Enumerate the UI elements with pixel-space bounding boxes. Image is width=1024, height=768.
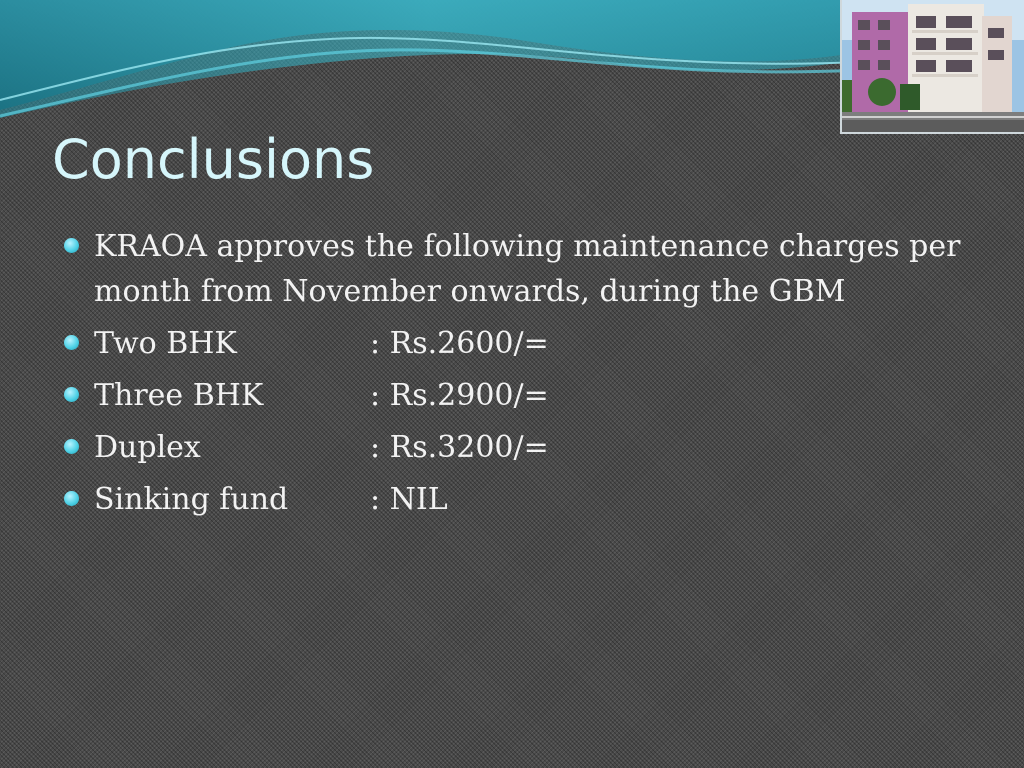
charge-value: : NIL bbox=[370, 482, 448, 517]
bullet-dot-icon bbox=[64, 387, 79, 402]
bullet-item-intro bbox=[64, 224, 964, 314]
bullet-item-duplex bbox=[64, 425, 964, 470]
bullet-dot-icon bbox=[64, 439, 79, 454]
charge-value: : Rs.2900/= bbox=[370, 378, 549, 413]
charge-value: : Rs.3200/= bbox=[370, 430, 549, 465]
bullet-dot-icon bbox=[64, 491, 79, 506]
bullet-item-three-bhk bbox=[64, 373, 964, 418]
intro-text: KRAOA approves the following maintenance charges per month from November onwards, during the GBM bbox=[94, 229, 961, 309]
charge-label: Duplex bbox=[94, 430, 201, 465]
header-wave-graphic bbox=[0, 0, 860, 140]
slide-title: Conclusions bbox=[52, 128, 375, 191]
bullet-item-sinking-fund bbox=[64, 477, 964, 522]
bullet-dot-icon bbox=[64, 238, 79, 253]
bullet-dot-icon bbox=[64, 335, 79, 350]
bullet-item-two-bhk bbox=[64, 321, 964, 366]
charge-label: Two BHK bbox=[94, 326, 237, 361]
charge-value: : Rs.2600/= bbox=[370, 326, 549, 361]
charge-label: Sinking fund bbox=[94, 482, 289, 517]
bullet-list bbox=[64, 224, 964, 522]
apartment-building-photo bbox=[840, 0, 1024, 134]
charge-label: Three BHK bbox=[94, 378, 264, 413]
